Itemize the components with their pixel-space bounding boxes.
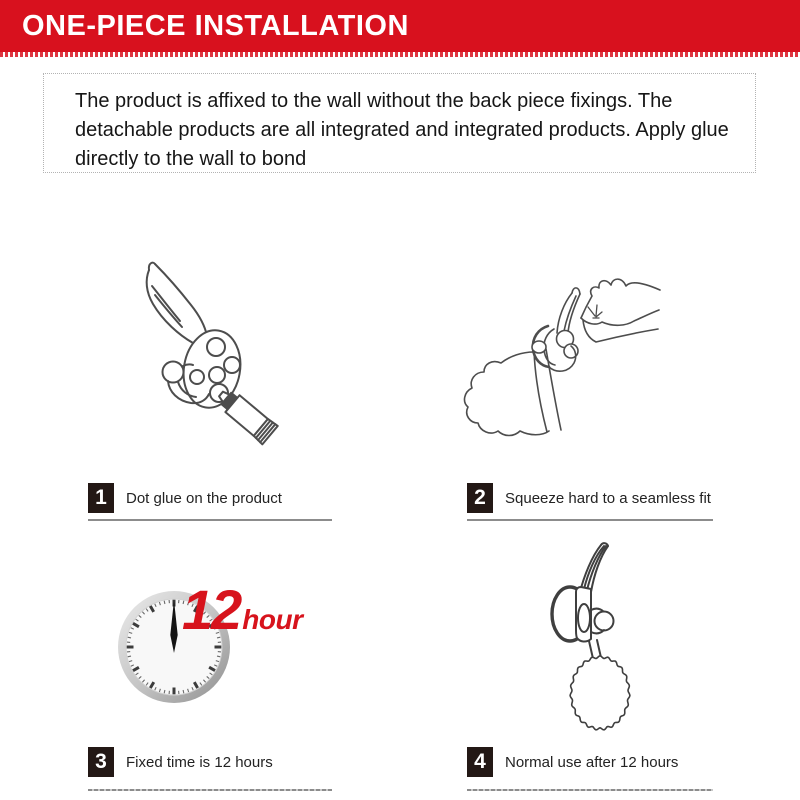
- step-4-underline: [467, 789, 713, 791]
- twelve-hour-label: [182, 578, 303, 641]
- intro-text: The product is affixed to the wall without the back piece fixings. The detachable products are all integrated and integrated products. Apply glue directly to the wall to bond: [75, 90, 729, 170]
- step-1-underline: [88, 519, 332, 521]
- hook-loofah-illustration: [520, 540, 700, 740]
- hours-value: 12: [182, 578, 241, 641]
- press-hands-illustration: [450, 240, 690, 480]
- step-1: [88, 483, 332, 521]
- step-3-label: Fixed time is 12 hours: [126, 753, 273, 771]
- hours-unit: hour: [242, 604, 303, 635]
- glue-hook-illustration: [100, 230, 350, 480]
- step-3-underline: [88, 789, 332, 791]
- banner-dotted-edge: [0, 52, 800, 57]
- step-2-label: Squeeze hard to a seamless fit: [505, 489, 711, 507]
- page-title: ONE-PIECE INSTALLATION: [22, 10, 409, 42]
- step-2-number: 2: [467, 483, 493, 513]
- step-3-number: 3: [88, 747, 114, 777]
- step-4-number: 4: [467, 747, 493, 777]
- step-1-label: Dot glue on the product: [126, 489, 282, 507]
- step-1-number: 1: [88, 483, 114, 513]
- loofah: [570, 656, 630, 730]
- step-4: [467, 747, 713, 791]
- step-2: [467, 483, 713, 521]
- step-3: [88, 747, 332, 791]
- intro-box: [43, 73, 756, 173]
- header-banner: [0, 0, 800, 52]
- step-4-label: Normal use after 12 hours: [505, 753, 679, 771]
- step-2-underline: [467, 519, 713, 521]
